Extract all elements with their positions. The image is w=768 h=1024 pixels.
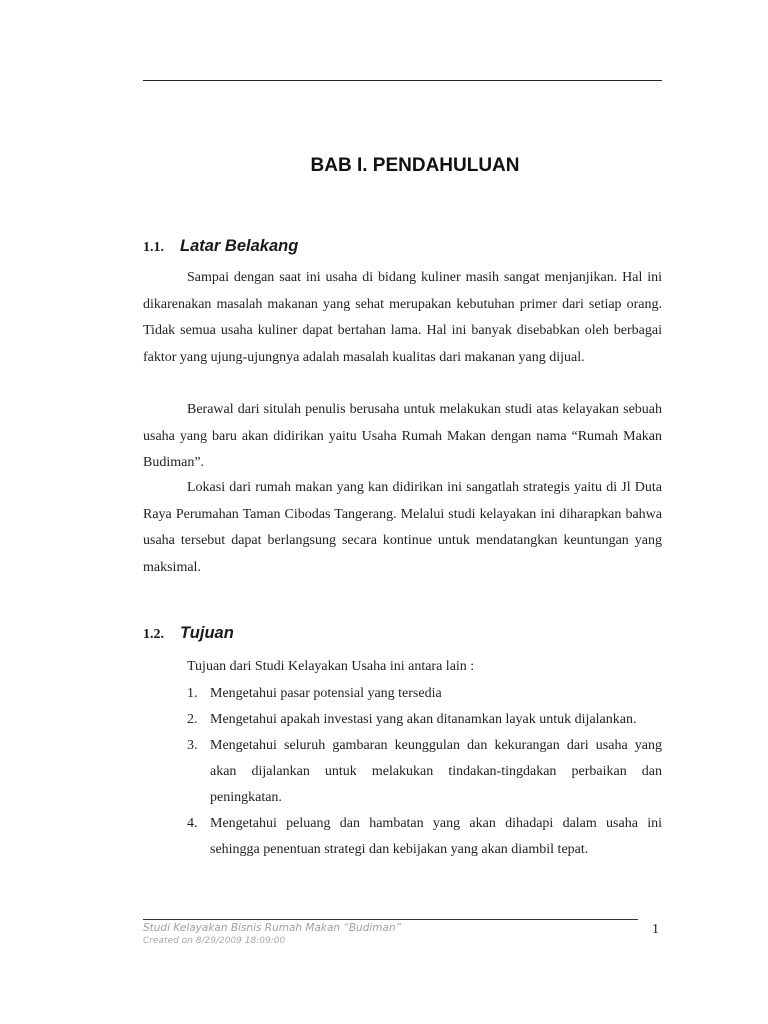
objectives-intro: Tujuan dari Studi Kelayakan Usaha ini antara lain : — [187, 659, 475, 674]
section-title: Tujuan — [180, 624, 234, 642]
paragraph-background-2: Berawal dari situlah penulis berusaha untuk melakukan studi atas kelayakan sebuah usaha yang baru akan didirikan yaitu Usaha Rumah Makan dengan nama “Rumah Makan Budiman”. — [143, 402, 662, 470]
page-number: 1 — [652, 922, 659, 937]
header-rule — [143, 80, 662, 81]
footer-rule — [143, 919, 638, 920]
list-item — [187, 733, 662, 811]
paragraph-background-3: Lokasi dari rumah makan yang kan didirikan ini sangatlah strategis yaitu di Jl Duta Raya Perumahan Taman Cibodas Tangerang. Melalui studi kelayakan ini diharapkan bahwa usaha tersebut dapat berlangsung secara kontinue untuk mendatangkan keuntungan yang maksimal. — [143, 480, 662, 575]
footer-created-date: Created on 8/29/2009 18:09:00 — [143, 936, 286, 946]
list-item — [187, 681, 662, 707]
list-text: Mengetahui pasar potensial yang tersedia — [210, 686, 442, 701]
list-number: 2. — [187, 712, 198, 727]
list-number: 1. — [187, 686, 198, 701]
objectives-list — [187, 681, 662, 863]
section-heading-tujuan — [143, 622, 234, 644]
section-number: 1.1. — [143, 240, 164, 255]
section-title: Latar Belakang — [180, 237, 299, 255]
list-item — [187, 707, 662, 733]
paragraph-background-1: Sampai dengan saat ini usaha di bidang kuliner masih sangat menjanjikan. Hal ini dikarenakan masalah makanan yang sehat merupakan kebutuhan primer dari setiap orang. Tidak semua usaha kuliner dapat bertahan lama. Hal ini banyak disebabkan oleh berbagai faktor yang ujung-ujungnya adalah masalah kualitas dari makanan yang dijual. — [143, 270, 662, 365]
footer-document-title: Studi Kelayakan Bisnis Rumah Makan “Budiman” — [143, 922, 402, 934]
list-text: Mengetahui apakah investasi yang akan ditanamkan layak untuk dijalankan. — [210, 712, 637, 727]
section-heading-latar-belakang — [143, 235, 298, 257]
list-item — [187, 811, 662, 863]
chapter-title: BAB I. PENDAHULUAN — [310, 155, 520, 176]
list-number: 3. — [187, 738, 198, 753]
list-text: Mengetahui peluang dan hambatan yang akan dihadapi dalam usaha ini sehingga penentuan strategi dan kebijakan yang akan diambil tepat. — [210, 816, 662, 857]
section-number: 1.2. — [143, 627, 164, 642]
list-text: Mengetahui seluruh gambaran keunggulan dan kekurangan dari usaha yang akan dijalankan untuk melakukan tindakan-tingdakan perbaikan dan peningkatan. — [210, 738, 662, 805]
list-number: 4. — [187, 816, 198, 831]
